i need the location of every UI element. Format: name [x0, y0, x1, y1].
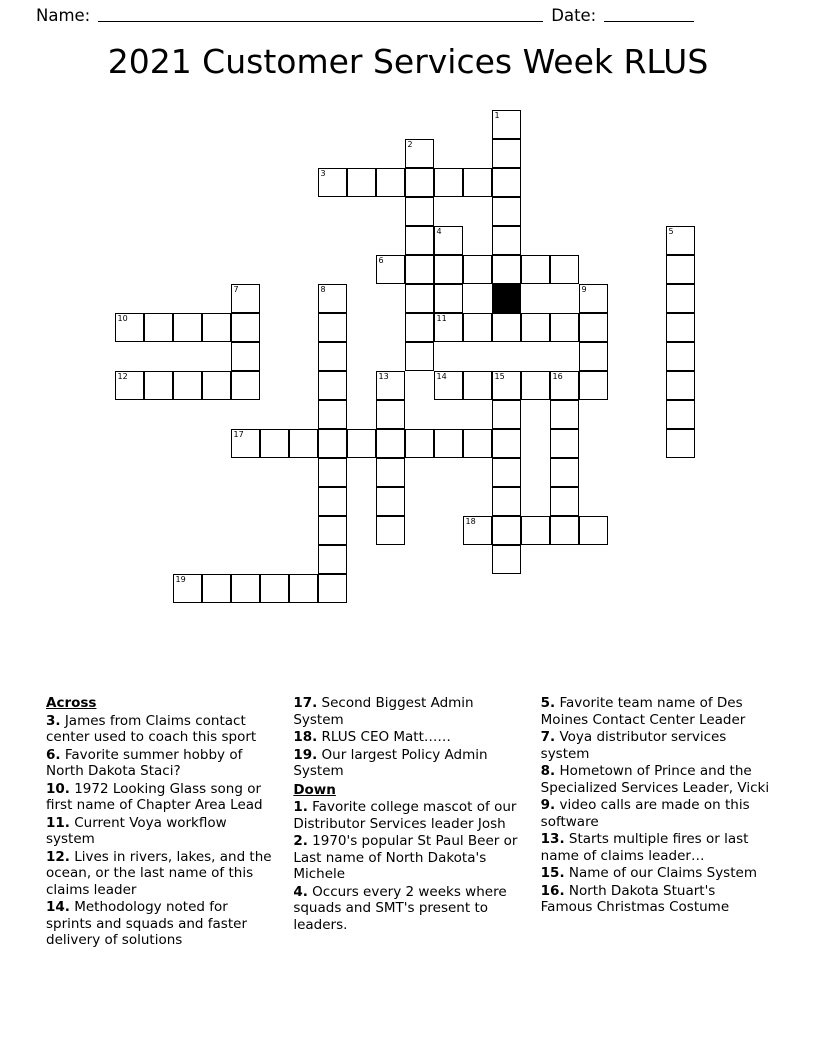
clue-item [541, 729, 770, 762]
grid-cell-number: 4 [436, 227, 442, 236]
grid-cell[interactable] [666, 284, 695, 313]
clues-section [46, 695, 770, 950]
clue-text: Lives in rivers, lakes, and the ocean, or the last name of this claims leader [46, 848, 272, 898]
clue-text: Our largest Policy Admin System [293, 746, 488, 779]
clue-text: Favorite college mascot of our Distributor Services leader Josh [293, 799, 517, 832]
down-clue-list-part2 [541, 695, 770, 916]
grid-cell[interactable] [231, 313, 260, 342]
grid-cell[interactable] [405, 226, 434, 255]
grid-cell[interactable] [521, 255, 550, 284]
clue-number: 2. [293, 833, 308, 849]
grid-cell[interactable] [550, 255, 579, 284]
grid-cell[interactable] [579, 371, 608, 400]
grid-cell[interactable] [492, 168, 521, 197]
grid-cell[interactable] [463, 313, 492, 342]
date-blank-line[interactable] [604, 8, 694, 22]
clue-text: RLUS CEO Matt…… [317, 729, 451, 745]
across-clue-list-part1 [46, 713, 275, 949]
grid-cell[interactable] [231, 284, 260, 313]
clue-item [541, 865, 770, 882]
grid-cell[interactable] [550, 487, 579, 516]
grid-cell[interactable] [318, 284, 347, 313]
name-blank-line[interactable] [98, 8, 543, 22]
grid-cell[interactable] [231, 342, 260, 371]
grid-cell[interactable] [289, 429, 318, 458]
clue-number: 7. [540, 729, 556, 745]
clue-number: 18. [293, 729, 318, 745]
clue-number: 13. [540, 831, 565, 847]
grid-cell[interactable] [260, 574, 289, 603]
grid-cell[interactable] [463, 255, 492, 284]
clue-item [293, 884, 522, 934]
grid-cell-number: 14 [436, 372, 447, 381]
grid-cell[interactable] [173, 371, 202, 400]
clue-item [46, 815, 275, 848]
page-title: 2021 Customer Services Week RLUS [107, 42, 709, 81]
header-fields [36, 0, 780, 30]
clue-item [541, 695, 770, 728]
clue-item [46, 899, 275, 949]
grid-cell[interactable] [318, 313, 347, 342]
grid-cell[interactable] [376, 458, 405, 487]
clue-number: 1. [293, 799, 308, 815]
grid-cell[interactable] [318, 487, 347, 516]
grid-cell[interactable] [579, 284, 608, 313]
grid-cell[interactable] [376, 400, 405, 429]
across-clue-list-part2 [293, 695, 522, 780]
grid-cell[interactable] [492, 516, 521, 545]
grid-cell[interactable] [318, 458, 347, 487]
clue-number: 5. [540, 695, 556, 711]
grid-cell[interactable] [666, 226, 695, 255]
grid-cell[interactable] [115, 371, 144, 400]
grid-cell[interactable] [173, 574, 202, 603]
grid-cell[interactable] [666, 313, 695, 342]
grid-cell[interactable] [434, 168, 463, 197]
grid-cell[interactable] [579, 516, 608, 545]
grid-cell-number: 6 [378, 256, 384, 265]
crossword-grid[interactable] [115, 110, 695, 632]
grid-cell[interactable] [492, 226, 521, 255]
clue-number: 8. [540, 763, 556, 779]
grid-cell[interactable] [463, 371, 492, 400]
grid-cell[interactable] [376, 429, 405, 458]
grid-cell[interactable] [579, 313, 608, 342]
grid-cell[interactable] [144, 313, 173, 342]
clue-item [46, 747, 275, 780]
grid-cell[interactable] [521, 371, 550, 400]
grid-cell-number: 16 [552, 372, 563, 381]
clue-number: 17. [293, 695, 318, 711]
grid-cell[interactable] [405, 139, 434, 168]
grid-cell[interactable] [492, 197, 521, 226]
clue-text: Voya distributor services system [540, 729, 727, 762]
clue-number: 9. [540, 797, 556, 813]
grid-cell[interactable] [231, 574, 260, 603]
clue-number: 14. [46, 899, 70, 915]
grid-cell[interactable] [405, 168, 434, 197]
crossword-grid-area [0, 110, 816, 650]
clue-text: James from Claims contact center used to coach this sport [46, 712, 257, 745]
grid-cell[interactable] [405, 284, 434, 313]
clue-text: 1970's popular St Paul Beer or Last name of North Dakota's Michele [293, 833, 518, 882]
clue-number: 3. [46, 712, 61, 729]
clue-item [293, 747, 522, 780]
grid-cell[interactable] [318, 400, 347, 429]
grid-cell[interactable] [434, 226, 463, 255]
grid-cell[interactable] [492, 110, 521, 139]
clue-text: 1972 Looking Glass song or first name of Chapter Area Lead [46, 780, 263, 813]
grid-cell[interactable] [666, 255, 695, 284]
grid-cell[interactable] [405, 342, 434, 371]
clue-item [293, 695, 522, 728]
clue-item [46, 849, 275, 899]
clue-column-3 [541, 695, 770, 950]
grid-cell[interactable] [202, 371, 231, 400]
clue-text: Methodology noted for sprints and squads and faster delivery of solutions [46, 899, 247, 948]
clue-item [541, 883, 770, 916]
grid-cell[interactable] [492, 458, 521, 487]
clue-text: Starts multiple fires or last name of claims leader… [540, 831, 749, 864]
clue-number: 15. [540, 865, 565, 881]
grid-cell-number: 10 [117, 314, 128, 323]
clue-column-1 [46, 695, 275, 950]
clue-column-2 [293, 695, 522, 950]
grid-cell-number: 15 [494, 372, 505, 381]
grid-cell-blocked [492, 284, 521, 313]
grid-cell[interactable] [318, 545, 347, 574]
grid-cell[interactable] [115, 313, 144, 342]
grid-cell[interactable] [434, 313, 463, 342]
grid-cell[interactable] [318, 371, 347, 400]
grid-cell[interactable] [347, 429, 376, 458]
clue-item [293, 799, 522, 832]
grid-cell[interactable] [463, 168, 492, 197]
clue-item [46, 713, 275, 746]
grid-cell[interactable] [666, 400, 695, 429]
clue-text: Favorite summer hobby of North Dakota Staci? [46, 746, 243, 779]
clue-text: Name of our Claims System [564, 865, 757, 881]
date-label: Date: [551, 5, 597, 25]
clue-number: 16. [540, 882, 565, 899]
across-heading: Across [46, 695, 97, 711]
grid-cell[interactable] [550, 313, 579, 342]
grid-cell[interactable] [318, 574, 347, 603]
grid-cell[interactable] [521, 516, 550, 545]
clue-number: 19. [293, 746, 318, 763]
grid-cell[interactable] [376, 371, 405, 400]
grid-cell[interactable] [492, 139, 521, 168]
grid-cell[interactable] [376, 516, 405, 545]
grid-cell[interactable] [492, 400, 521, 429]
grid-cell[interactable] [347, 168, 376, 197]
clue-text: Hometown of Prince and the Specialized Services Leader, Vicki [540, 763, 770, 796]
grid-cell-number: 1 [494, 111, 500, 120]
grid-cell[interactable] [231, 429, 260, 458]
name-label: Name: [36, 5, 91, 25]
grid-cell-number: 13 [378, 372, 389, 381]
clue-text: Second Biggest Admin System [293, 695, 474, 728]
clue-number: 12. [46, 848, 70, 865]
clue-item [541, 763, 770, 796]
grid-cell[interactable] [405, 313, 434, 342]
grid-cell[interactable] [405, 197, 434, 226]
grid-cell[interactable] [550, 400, 579, 429]
grid-cell-number: 8 [320, 285, 326, 294]
grid-cell-number: 2 [407, 140, 413, 149]
grid-cell[interactable] [463, 516, 492, 545]
grid-cell-number: 19 [175, 575, 186, 584]
clue-text: Occurs every 2 weeks where squads and SMT's present to leaders. [293, 883, 507, 933]
grid-cell[interactable] [550, 429, 579, 458]
grid-cell[interactable] [492, 371, 521, 400]
grid-cell[interactable] [492, 429, 521, 458]
grid-cell-number: 7 [233, 285, 239, 294]
grid-cell[interactable] [318, 429, 347, 458]
grid-cell-number: 11 [436, 314, 447, 323]
grid-cell[interactable] [405, 429, 434, 458]
grid-cell[interactable] [550, 458, 579, 487]
grid-cell[interactable] [289, 574, 318, 603]
clue-number: 6. [46, 746, 61, 763]
grid-cell[interactable] [376, 487, 405, 516]
clue-number: 11. [46, 814, 70, 831]
clue-text: North Dakota Stuart's Famous Christmas Costume [540, 882, 730, 915]
clue-item [293, 729, 522, 746]
grid-cell[interactable] [521, 313, 550, 342]
grid-cell[interactable] [434, 255, 463, 284]
grid-cell[interactable] [202, 574, 231, 603]
clue-item [46, 781, 275, 814]
grid-cell[interactable] [492, 487, 521, 516]
grid-cell[interactable] [376, 168, 405, 197]
grid-cell[interactable] [144, 371, 173, 400]
clue-number: 10. [46, 780, 70, 797]
clue-item [541, 797, 770, 830]
grid-cell[interactable] [434, 371, 463, 400]
grid-cell[interactable] [173, 313, 202, 342]
down-clue-list-part1 [293, 799, 522, 933]
grid-cell[interactable] [579, 342, 608, 371]
down-heading: Down [293, 781, 336, 798]
grid-cell-number: 3 [320, 169, 326, 178]
grid-cell[interactable] [666, 371, 695, 400]
grid-cell[interactable] [492, 313, 521, 342]
grid-cell[interactable] [202, 313, 231, 342]
grid-cell[interactable] [434, 284, 463, 313]
grid-cell[interactable] [260, 429, 289, 458]
clue-item [293, 833, 522, 883]
clue-number: 4. [293, 883, 308, 900]
clue-text: Current Voya workflow system [46, 814, 227, 847]
grid-cell[interactable] [318, 516, 347, 545]
grid-cell[interactable] [434, 429, 463, 458]
grid-cell[interactable] [463, 429, 492, 458]
grid-cell-number: 17 [233, 430, 244, 439]
grid-cell-number: 12 [117, 372, 128, 381]
grid-cell[interactable] [492, 545, 521, 574]
clue-text: Favorite team name of Des Moines Contact Center Leader [540, 695, 746, 728]
grid-cell[interactable] [376, 255, 405, 284]
grid-cell[interactable] [405, 255, 434, 284]
clue-item [541, 831, 770, 864]
grid-cell[interactable] [666, 429, 695, 458]
grid-cell-number: 9 [581, 285, 587, 294]
grid-cell[interactable] [318, 168, 347, 197]
grid-cell[interactable] [550, 516, 579, 545]
grid-cell[interactable] [231, 371, 260, 400]
clue-text: video calls are made on this software [540, 797, 750, 830]
grid-cell[interactable] [492, 255, 521, 284]
grid-cell[interactable] [318, 342, 347, 371]
grid-cell-number: 5 [668, 227, 674, 236]
grid-cell[interactable] [666, 342, 695, 371]
grid-cell[interactable] [550, 371, 579, 400]
grid-cell-number: 18 [465, 517, 476, 526]
